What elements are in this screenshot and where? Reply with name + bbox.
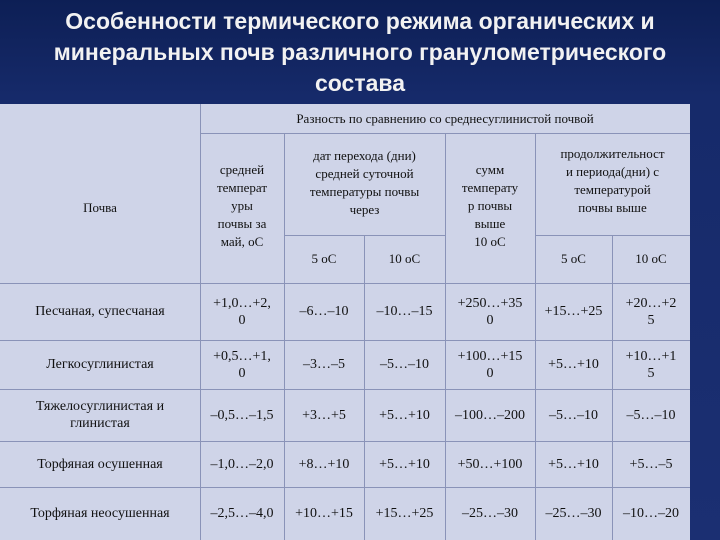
duration-10-value: +20…+2 5: [625, 295, 677, 328]
duration-10-value: +10…+1 5: [625, 348, 677, 381]
column-header-duration-5: 5 оС: [561, 251, 586, 266]
avg-temp-value: –2,5…–4,0: [210, 506, 274, 521]
dates-10-value: –10…–15: [376, 304, 433, 319]
dates-10-value: +5…+10: [379, 456, 430, 472]
soil-name: Тяжелосуглинистая и глинистая: [35, 399, 165, 431]
dates-10-value: +5…+10: [379, 407, 430, 423]
avg-temp-value: –0,5…–1,5: [210, 407, 274, 423]
column-header-duration: продолжительност и периода(дни) с температурой почвы выше: [560, 146, 665, 215]
duration-5-value: +5…+10: [548, 456, 599, 472]
duration-10-value: –10…–20: [623, 506, 679, 521]
avg-temp-value: +1,0…+2, 0: [213, 295, 271, 328]
column-header-temp-sum: сумм температу р почвы выше 10 оС: [461, 162, 519, 249]
column-header-dates-5: 5 оС: [311, 251, 337, 266]
soil-temperature-table: [0, 104, 690, 540]
duration-5-value: +15…+25: [544, 304, 603, 319]
column-header-avg-temp: средней температ уры почвы за май, оС: [216, 161, 268, 249]
dates-5-value: –3…–5: [303, 357, 345, 372]
column-header-duration-10: 10 оС: [635, 251, 667, 266]
duration-5-value: –5…–10: [549, 407, 598, 423]
temp-sum-value: +250…+35 0: [457, 295, 523, 328]
title-line-1: Особенности термического режима органических и: [65, 8, 655, 34]
slide-title: [0, 6, 720, 99]
avg-temp-value: –1,0…–2,0: [210, 456, 274, 472]
temp-sum-value: –25…–30: [462, 506, 518, 521]
duration-5-value: –25…–30: [545, 506, 602, 521]
soil-name: Торфяная неосушенная: [30, 506, 170, 521]
temp-sum-value: +100…+15 0: [457, 348, 523, 381]
column-header-transition-dates: дат перехода (дни) средней суточной температуры почвы через: [309, 148, 420, 217]
column-header-soil: Почва: [83, 200, 117, 215]
temp-sum-value: –100…–200: [455, 407, 525, 423]
soil-name: Торфяная осушенная: [37, 456, 163, 472]
dates-5-value: +8…+10: [298, 456, 350, 472]
avg-temp-value: +0,5…+1, 0: [213, 348, 271, 381]
dates-5-value: +3…+5: [302, 407, 346, 423]
column-header-dates-10: 10 оС: [388, 251, 421, 266]
dates-10-value: +15…+25: [375, 506, 434, 521]
duration-5-value: +5…+10: [548, 357, 599, 372]
super-header: Разность по сравнению со среднесуглинистой почвой: [296, 110, 594, 126]
soil-name: Легкосуглинистая: [46, 357, 154, 372]
dates-10-value: –5…–10: [380, 357, 429, 372]
temp-sum-value: +50…+100: [457, 456, 523, 472]
title-line-3: состава: [314, 70, 405, 96]
soil-name: Песчаная, супесчаная: [35, 304, 165, 319]
duration-10-value: +5…–5: [629, 456, 673, 472]
dates-5-value: –6…–10: [299, 304, 349, 319]
title-line-2: минеральных почв различного гранулометрического: [53, 39, 667, 65]
duration-10-value: –5…–10: [626, 407, 676, 423]
dates-5-value: +10…+15: [295, 506, 353, 521]
